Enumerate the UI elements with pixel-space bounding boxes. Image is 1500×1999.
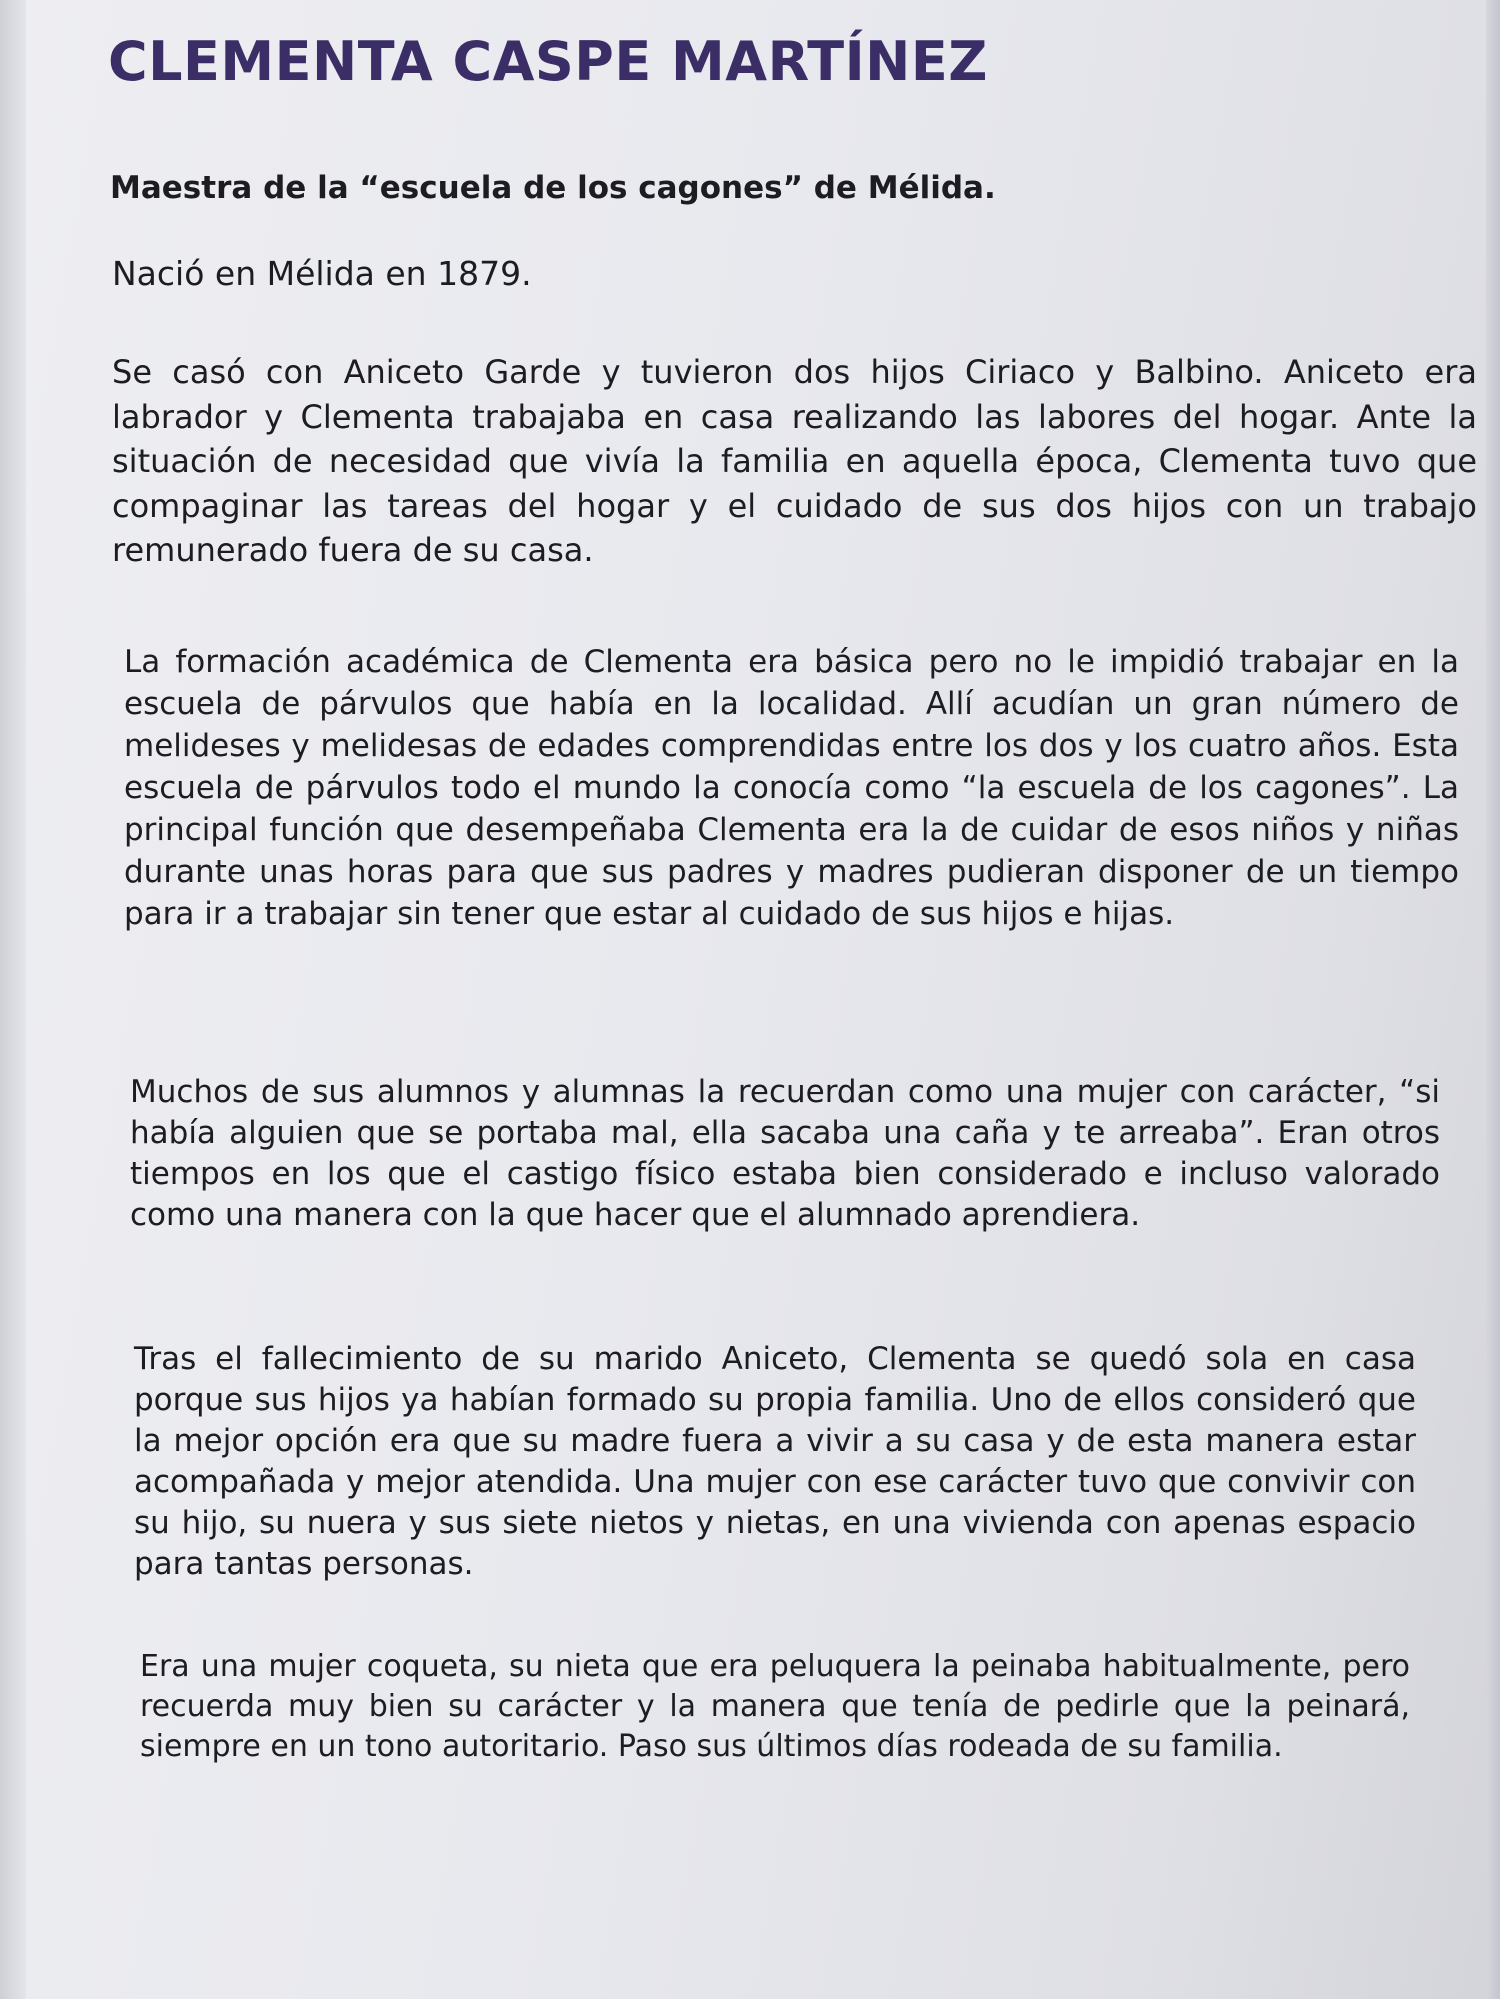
birth-line: Nació en Mélida en 1879. bbox=[112, 254, 532, 293]
panel-right-edge bbox=[1486, 0, 1500, 1999]
panel-left-edge bbox=[0, 0, 26, 1999]
paragraph-school: La formación académica de Clementa era básica pero no le impidió trabajar en la escuela de párvulos que había en la localidad. Allí acudían un gran número de melideses y melidesas de edades comprendidas entre los dos y los cuatro años. Esta escuela de párvulos todo el mundo la conocía como “la escuela de los cagones”. La principal función que desempeñaba Clementa era la de cuidar de esos niños y niñas durante unas horas para que sus padres y madres pudieran disponer de un tiempo para ir a trabajar sin tener que estar al cuidado de sus hijos e hijas. bbox=[124, 644, 1459, 932]
paragraph-last-days: Era una mujer coqueta, su nieta que era peluquera la peinaba habitualmente, pero recuerda muy bien su carácter y la manera que tenía de pedirle que la peinará, siempre en un tono autoritario. Paso sus últimos días rodeada de su familia. bbox=[140, 1649, 1410, 1764]
paragraph-later-life: Tras el fallecimiento de su marido Aniceto, Clementa se quedó sola en casa porque sus hijos ya habían formado su propia familia. Uno de ellos consideró que la mejor opción era que su madre fuera a vivir a su casa y de esta manera estar acompañada y mejor atendida. Una mujer con ese carácter tuvo que convivir con su hijo, su nuera y sus siete nietos y nietas, en una vivienda con apenas espacio para tantas personas. bbox=[134, 1341, 1416, 1582]
paragraph-character: Muchos de sus alumnos y alumnas la recuerdan como una mujer con carácter, “si había alguien que se portaba mal, ella sacaba una caña y te arreaba”. Eran otros tiempos en los que el castigo físico estaba bien considerado e incluso valorado como una manera con la que hacer que el alumnado aprendiera. bbox=[130, 1074, 1440, 1233]
page-title: CLEMENTA CASPE MARTÍNEZ bbox=[108, 30, 988, 93]
subtitle: Maestra de la “escuela de los cagones” de Mélida. bbox=[110, 170, 996, 206]
paragraph-family: Se casó con Aniceto Garde y tuvieron dos hijos Ciriaco y Balbino. Aniceto era labrador y Clementa trabajaba en casa realizando las labores del hogar. Ante la situación de necesidad que vivía la familia en aquella época, Clementa tuvo que compaginar las tareas del hogar y el cuidado de sus dos hijos con un trabajo remunerado fuera de su casa. bbox=[112, 353, 1477, 569]
